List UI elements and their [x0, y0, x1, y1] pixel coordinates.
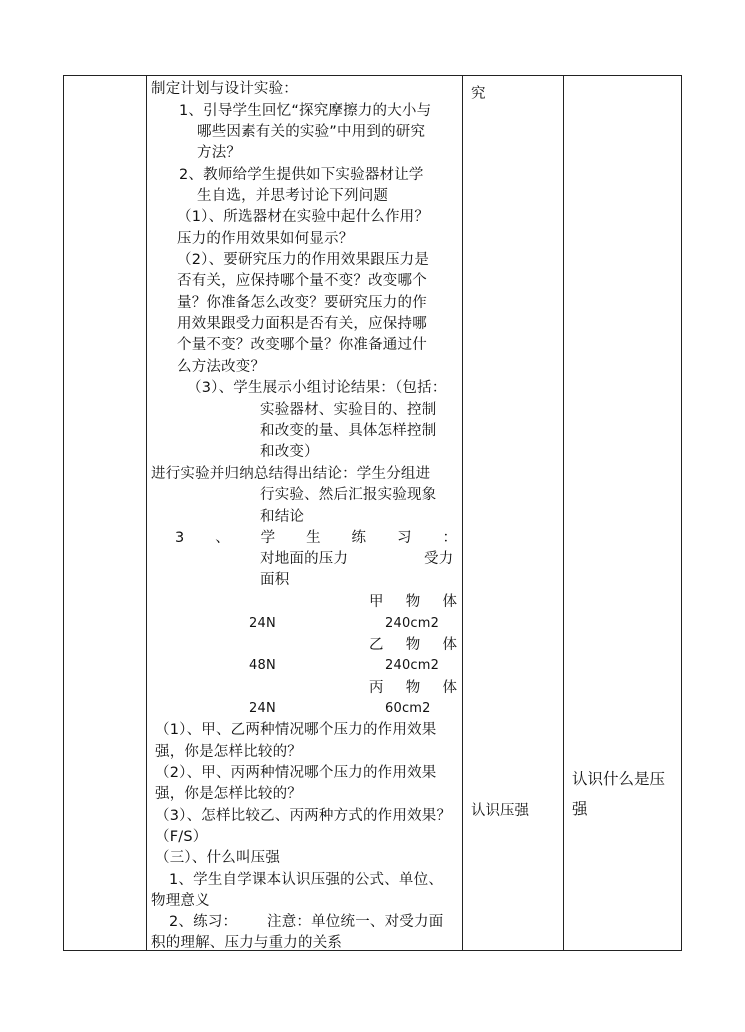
text-char: 丙 — [369, 680, 384, 696]
text-line: 受力 — [424, 551, 454, 567]
text-char: 物 — [405, 637, 421, 653]
teaching-process-cell — [147, 76, 462, 950]
text-line: 个量不变？改变哪个量？你准备通过什 — [177, 337, 427, 353]
text-char: 物 — [405, 594, 421, 610]
text-char: 3 — [175, 530, 185, 546]
text-line: 注意：单位统一、对受力面 — [267, 914, 444, 930]
text-line: 和结论 — [260, 509, 305, 525]
object-name — [369, 592, 457, 614]
text-line: 生自选，并思考讨论下列问题 — [197, 188, 389, 204]
text-char: 生 — [306, 530, 321, 546]
text-char: 、 — [215, 530, 230, 546]
text-char: ： — [442, 530, 457, 546]
text-char: 习 — [397, 530, 412, 546]
text-line: 对地面的压力 — [260, 551, 349, 567]
text-char: 体 — [442, 594, 457, 610]
text-char: 甲 — [369, 594, 384, 610]
object-name — [369, 678, 457, 700]
area-value: 60cm2 — [385, 701, 431, 716]
text-line: 强，你是怎样比较的？ — [155, 786, 302, 802]
text-char: 乙 — [369, 637, 384, 653]
text-line: 用效果跟受力面积是否有关，应保持哪 — [177, 316, 427, 332]
text-line: （2）、要研究压力的作用效果跟压力是 — [177, 252, 430, 268]
object-name — [369, 635, 457, 657]
intent-cell — [564, 76, 682, 950]
text-line: 1、学生自学课本认识压强的公式、单位、 — [169, 872, 444, 888]
column-text: 认识压强 — [471, 803, 529, 819]
text-line: 量？你准备怎么改变？要研究压力的作 — [177, 295, 427, 311]
text-line: 2、教师给学生提供如下实验器材让学 — [179, 167, 424, 183]
text-line: 行实验、然后汇报实验现象 — [260, 487, 437, 503]
empty-cell — [64, 76, 146, 950]
text-char: 练 — [351, 530, 367, 546]
force-value: 48N — [249, 658, 276, 673]
text-line: 么方法改变？ — [177, 359, 266, 375]
text-char: 体 — [442, 680, 457, 696]
text-line: 实验器材、实验目的、控制 — [260, 402, 437, 418]
text-line: 进行实验并归纳总结得出结论：学生分组进 — [151, 466, 431, 482]
text-line: （3）、学生展示小组讨论结果：（包括： — [187, 380, 447, 396]
text-line: （三）、什么叫压强 — [155, 850, 281, 866]
text-line: 方法？ — [197, 145, 242, 161]
area-value: 240cm2 — [385, 616, 440, 631]
text-char: 物 — [405, 680, 421, 696]
text-line: 和改变） — [260, 444, 319, 460]
text-line: （1）、甲、乙两种情况哪个压力的作用效果 — [155, 722, 437, 738]
text-line: 面积 — [260, 572, 290, 588]
lesson-table — [63, 75, 682, 951]
force-value: 24N — [249, 701, 276, 716]
text-line: 物理意义 — [151, 893, 210, 909]
exercise-heading — [175, 528, 457, 550]
text-line: 哪些因素有关的实验”中用到的研究 — [197, 124, 426, 140]
text-line: 强，你是怎样比较的？ — [155, 744, 302, 760]
text-line: 和改变的量、具体怎样控制 — [260, 423, 437, 439]
text-char: 学 — [260, 530, 276, 546]
text-line: 1、引导学生回忆“探究摩擦力的大小与 — [179, 103, 432, 119]
column-text: 究 — [471, 86, 486, 102]
text-char: 体 — [442, 637, 457, 653]
text-line: （F/S） — [155, 829, 208, 845]
force-value: 24N — [249, 616, 276, 631]
text-line: 2、练习： — [169, 914, 238, 930]
column-text: 认识什么是压强 — [572, 770, 666, 818]
text-line: 制定计划与设计实验： — [151, 81, 298, 97]
text-line: 积的理解、压力与重力的关系 — [151, 935, 343, 951]
area-value: 240cm2 — [385, 658, 440, 673]
text-line: （3）、怎样比较乙、丙两种方式的作用效果？ — [155, 808, 452, 824]
text-line: （1）、所选器材在实验中起什么作用？ — [177, 209, 430, 225]
text-line: （2）、甲、丙两种情况哪个压力的作用效果 — [155, 765, 437, 781]
text-line: 否有关，应保持哪个量不变？改变哪个 — [177, 273, 427, 289]
objective-cell — [463, 76, 563, 950]
text-line: 压力的作用效果如何显示？ — [177, 231, 354, 247]
